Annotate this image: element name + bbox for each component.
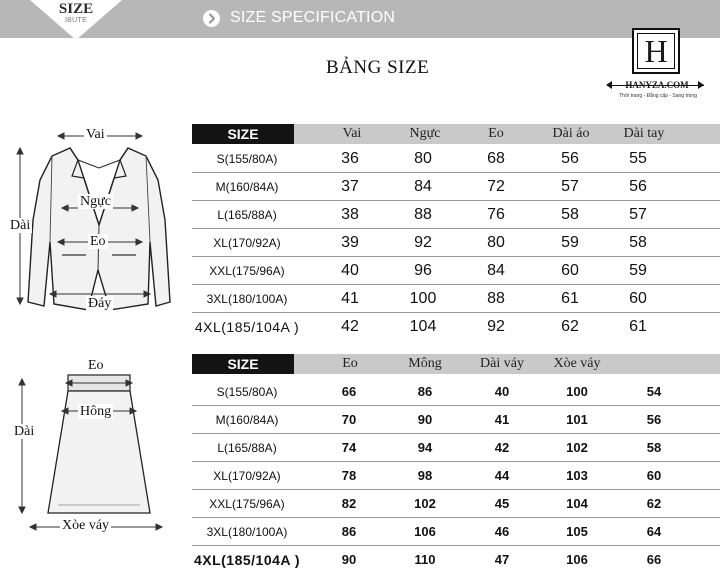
jacket-row-value: 55 <box>629 150 647 167</box>
jacket-table-row <box>192 201 720 229</box>
jacket-row-value: 40 <box>341 262 359 279</box>
skirt-row-value: 86 <box>341 524 357 539</box>
jacket-row-size: L(165/88A) <box>217 208 277 222</box>
skirt-table-row <box>192 378 720 406</box>
skirt-header-size: SIZE <box>192 354 294 374</box>
jacket-table-row <box>192 145 720 173</box>
jacket-table-row <box>192 285 720 313</box>
skirt-flare-label: Xòe váy <box>62 518 110 533</box>
skirt-length-label: Dài <box>14 424 35 439</box>
jacket-shoulder-label: Vai <box>86 127 105 142</box>
jacket-row-value: 39 <box>341 234 359 251</box>
skirt-row-value: 82 <box>341 496 357 511</box>
jacket-row-value: 38 <box>341 206 359 223</box>
skirt-row-value: 58 <box>646 440 662 455</box>
jacket-table-header <box>192 124 720 144</box>
jacket-row-value: 36 <box>341 150 359 167</box>
jacket-row-value: 76 <box>487 206 505 223</box>
skirt-row-value: 42 <box>494 440 510 455</box>
skirt-header-hip: Mông <box>408 356 442 371</box>
jacket-row-value: 92 <box>414 234 432 251</box>
skirt-hip-label: Hông <box>80 404 112 419</box>
skirt-table-row <box>192 518 720 546</box>
jacket-row-size: XXL(175/96A) <box>209 264 285 278</box>
page-title: BẢNG SIZE <box>326 57 430 78</box>
skirt-header-length: Dài váy <box>480 356 524 371</box>
skirt-row-value: 110 <box>414 552 436 567</box>
skirt-row-size: M(160/84A) <box>215 413 279 427</box>
skirt-row-value: 78 <box>341 468 357 483</box>
skirt-size-table <box>192 354 720 568</box>
jacket-length-label: Dài <box>10 218 31 233</box>
skirt-row-value: 94 <box>417 440 433 455</box>
jacket-row-value: 68 <box>487 150 505 167</box>
skirt-row-value: 102 <box>566 440 588 455</box>
jacket-row-size: M(160/84A) <box>215 180 279 194</box>
jacket-header-chest: Ngực <box>409 126 441 141</box>
jacket-row-value: 84 <box>414 178 432 195</box>
skirt-row-size: XL(170/92A) <box>213 469 281 483</box>
skirt-header-waist: Eo <box>342 356 358 371</box>
skirt-row-value: 44 <box>494 468 510 483</box>
jacket-table-row <box>192 313 720 341</box>
skirt-row-size: 3XL(180/100A) <box>206 525 288 539</box>
jacket-chest-label: Ngực <box>80 194 111 209</box>
skirt-table-row <box>192 406 720 434</box>
logo-site: HANYZA.COM <box>625 80 689 90</box>
jacket-row-value: 58 <box>561 206 579 223</box>
jacket-row-value: 61 <box>629 318 647 335</box>
skirt-row-value: 103 <box>566 468 588 483</box>
skirt-table-row <box>192 546 720 574</box>
skirt-row-value: 41 <box>494 412 510 427</box>
jacket-row-value: 92 <box>487 318 505 335</box>
skirt-row-value: 45 <box>494 496 510 511</box>
jacket-header-sleeve: Dài tay <box>623 126 665 141</box>
jacket-header-waist: Eo <box>488 126 504 141</box>
logo-tagline: Thời trang - Đẳng cấp - Sang trọng <box>619 93 697 99</box>
jacket-row-value: 56 <box>561 150 579 167</box>
jacket-row-value: 80 <box>414 150 432 167</box>
jacket-row-value: 84 <box>487 262 505 279</box>
skirt-row-value: 66 <box>341 384 357 399</box>
skirt-row-value: 54 <box>646 384 662 399</box>
jacket-row-value: 59 <box>629 262 647 279</box>
jacket-row-value: 41 <box>341 290 359 307</box>
jacket-header-size: SIZE <box>192 124 294 144</box>
skirt-table-header <box>192 354 720 374</box>
jacket-row-size: XL(170/92A) <box>213 236 281 250</box>
skirt-row-size: L(165/88A) <box>217 441 277 455</box>
hanyza-logo <box>632 28 680 74</box>
size-badge-subtitle: IBUTE <box>64 17 88 24</box>
skirt-row-value: 62 <box>646 496 662 511</box>
jacket-row-value: 96 <box>414 262 432 279</box>
jacket-row-value: 60 <box>629 290 647 307</box>
skirt-row-value: 106 <box>566 552 588 567</box>
skirt-row-value: 90 <box>341 552 357 567</box>
jacket-header-length: Dài áo <box>552 126 590 141</box>
size-specification-title: SIZE SPECIFICATION <box>230 9 396 26</box>
skirt-row-value: 106 <box>414 524 436 539</box>
skirt-row-value: 98 <box>417 468 433 483</box>
skirt-row-value: 104 <box>566 496 588 511</box>
logo-arrow-right <box>698 81 704 89</box>
jacket-row-size: S(155/80A) <box>216 152 278 166</box>
jacket-row-size: 3XL(180/100A) <box>206 292 288 306</box>
skirt-row-value: 70 <box>341 412 357 427</box>
skirt-row-size: S(155/80A) <box>216 385 278 399</box>
skirt-row-value: 100 <box>566 384 588 399</box>
skirt-row-value: 101 <box>566 412 588 427</box>
jacket-row-value: 42 <box>341 318 359 335</box>
jacket-hem-label: Đáy <box>88 296 112 311</box>
jacket-row-value: 37 <box>341 178 359 195</box>
jacket-row-size: 4XL(185/104A ) <box>194 319 300 335</box>
jacket-row-value: 60 <box>561 262 579 279</box>
skirt-row-value: 46 <box>494 524 510 539</box>
jacket-row-value: 56 <box>629 178 647 195</box>
skirt-row-value: 105 <box>566 524 588 539</box>
jacket-table-row <box>192 173 720 201</box>
skirt-waist-label: Eo <box>88 358 104 373</box>
skirt-row-value: 47 <box>494 552 510 567</box>
jacket-row-value: 62 <box>561 318 579 335</box>
jacket-waist-label: Eo <box>90 234 106 249</box>
skirt-table-row <box>192 490 720 518</box>
skirt-row-value: 86 <box>417 384 433 399</box>
jacket-row-value: 61 <box>561 290 579 307</box>
jacket-row-value: 58 <box>629 234 647 251</box>
jacket-row-value: 104 <box>409 318 437 335</box>
jacket-row-value: 88 <box>414 206 432 223</box>
skirt-header-flare: Xòe váy <box>553 356 601 371</box>
skirt-table-row <box>192 462 720 490</box>
jacket-row-value: 59 <box>561 234 579 251</box>
chevron-right-circle-icon <box>203 10 220 27</box>
logo-letter: H <box>637 33 675 69</box>
jacket-row-value: 57 <box>561 178 579 195</box>
skirt-row-value: 90 <box>417 412 433 427</box>
skirt-table-row <box>192 434 720 462</box>
jacket-size-table <box>192 124 720 342</box>
skirt-row-value: 56 <box>646 412 662 427</box>
skirt-row-value: 60 <box>646 468 662 483</box>
jacket-row-value: 88 <box>487 290 505 307</box>
jacket-table-row <box>192 229 720 257</box>
jacket-row-value: 100 <box>409 290 437 307</box>
skirt-row-value: 102 <box>414 496 436 511</box>
jacket-table-row <box>192 257 720 285</box>
skirt-row-size: 4XL(185/104A ) <box>193 552 301 568</box>
jacket-row-value: 72 <box>487 178 505 195</box>
skirt-row-size: XXL(175/96A) <box>209 497 285 511</box>
jacket-row-value: 57 <box>629 206 647 223</box>
skirt-row-value: 64 <box>646 524 662 539</box>
size-badge-title: SIZE <box>58 1 94 17</box>
jacket-header-shoulder: Vai <box>342 126 362 141</box>
skirt-row-value: 74 <box>341 440 357 455</box>
skirt-row-value: 66 <box>646 552 662 567</box>
jacket-row-value: 80 <box>487 234 505 251</box>
skirt-row-value: 40 <box>494 384 510 399</box>
